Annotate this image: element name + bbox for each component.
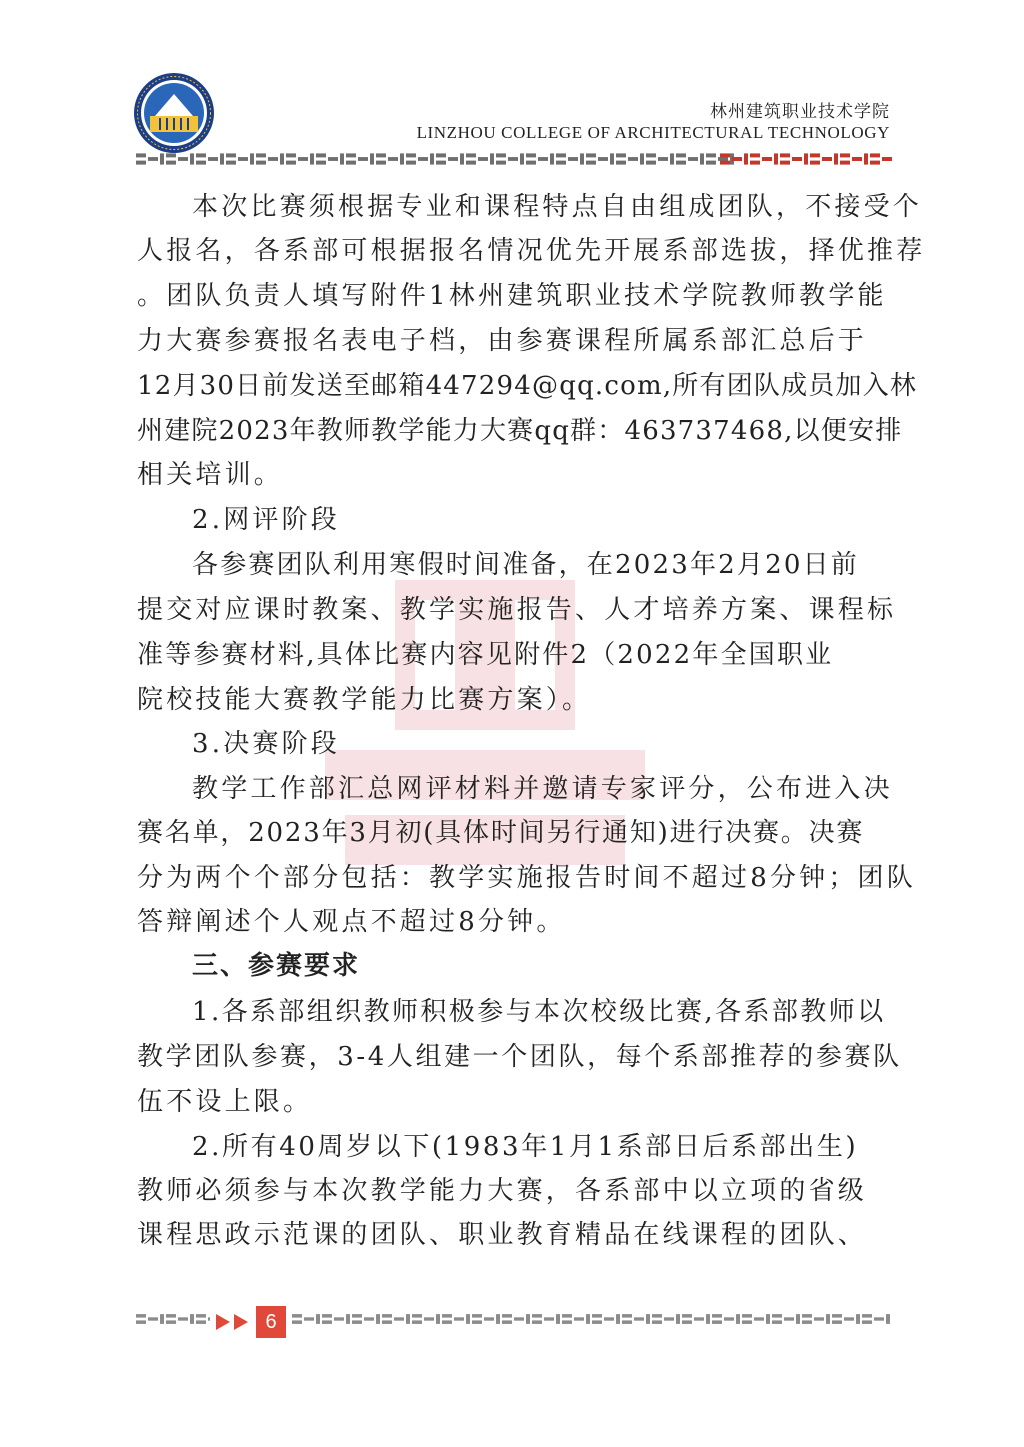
body-line: 。团队负责人填写附件1林州建筑职业技术学院教师教学能 (137, 281, 887, 311)
body-line: 12月30日前发送至邮箱447294@qq.com,所有团队成员加入林 (137, 371, 918, 401)
body-line: 教师必须参与本次教学能力大赛，各系部中以立项的省级 (137, 1176, 868, 1206)
footer-band-left (136, 1312, 210, 1326)
double-arrow-right-icon (212, 1311, 254, 1333)
body-line: 本次比赛须根据专业和课程特点自由组成团队，不接受个 (192, 192, 923, 222)
college-name-en: LINZHOU COLLEGE OF ARCHITECTURAL TECHNOLOGY (416, 123, 890, 142)
body-line: 教学团队参赛，3-4人组建一个团队，每个系部推荐的参赛队 (137, 1042, 902, 1072)
body-line: 1.各系部组织教师积极参与本次校级比赛,各系部教师以 (192, 997, 886, 1027)
body-line: 2.所有40周岁以下(1983年1月1系部日后系部出生) (192, 1132, 859, 1162)
page-number: 6 (256, 1306, 286, 1338)
body-line: 各参赛团队利用寒假时间准备，在2023年2月20日前 (192, 550, 859, 580)
footer-band-right (292, 1312, 892, 1326)
body-line: 州建院2023年教师教学能力大赛qq群：463737468,以便安排 (137, 416, 903, 446)
body-line: 人报名，各系部可根据报名情况优先开展系部选拔，择优推荐 (137, 236, 926, 266)
header-decorative-band (136, 151, 892, 167)
section-heading: 三、参赛要求 (192, 951, 361, 981)
college-name-cn: 林州建筑职业技术学院 (710, 102, 890, 122)
section-subheading: 3.决赛阶段 (192, 729, 341, 759)
body-line: 答辩阐述个人观点不超过8分钟。 (137, 907, 566, 937)
body-line: 伍不设上限。 (137, 1087, 313, 1117)
section-subheading: 2.网评阶段 (192, 505, 341, 535)
body-line: 教学工作部汇总网评材料并邀请专家评分，公布进入决 (192, 774, 893, 804)
body-line: 分为两个个部分包括：教学实施报告时间不超过8分钟；团队 (137, 863, 916, 893)
body-line: 课程思政示范课的团队、职业教育精品在线课程的团队、 (137, 1220, 868, 1250)
body-line: 力大赛参赛报名表电子档，由参赛课程所属系部汇总后于 (137, 326, 868, 356)
body-line: 提交对应课时教案、教学实施报告、人才培养方案、课程标 (137, 595, 897, 625)
college-seal-logo (133, 72, 215, 154)
body-line: 院校技能大赛教学能力比赛方案）。 (137, 685, 592, 715)
body-line: 相关培训。 (137, 460, 284, 490)
body-line: 赛名单，2023年3月初(具体时间另行通知)进行决赛。决赛 (137, 818, 865, 848)
body-line: 准等参赛材料,具体比赛内容见附件2（2022年全国职业 (137, 640, 834, 670)
